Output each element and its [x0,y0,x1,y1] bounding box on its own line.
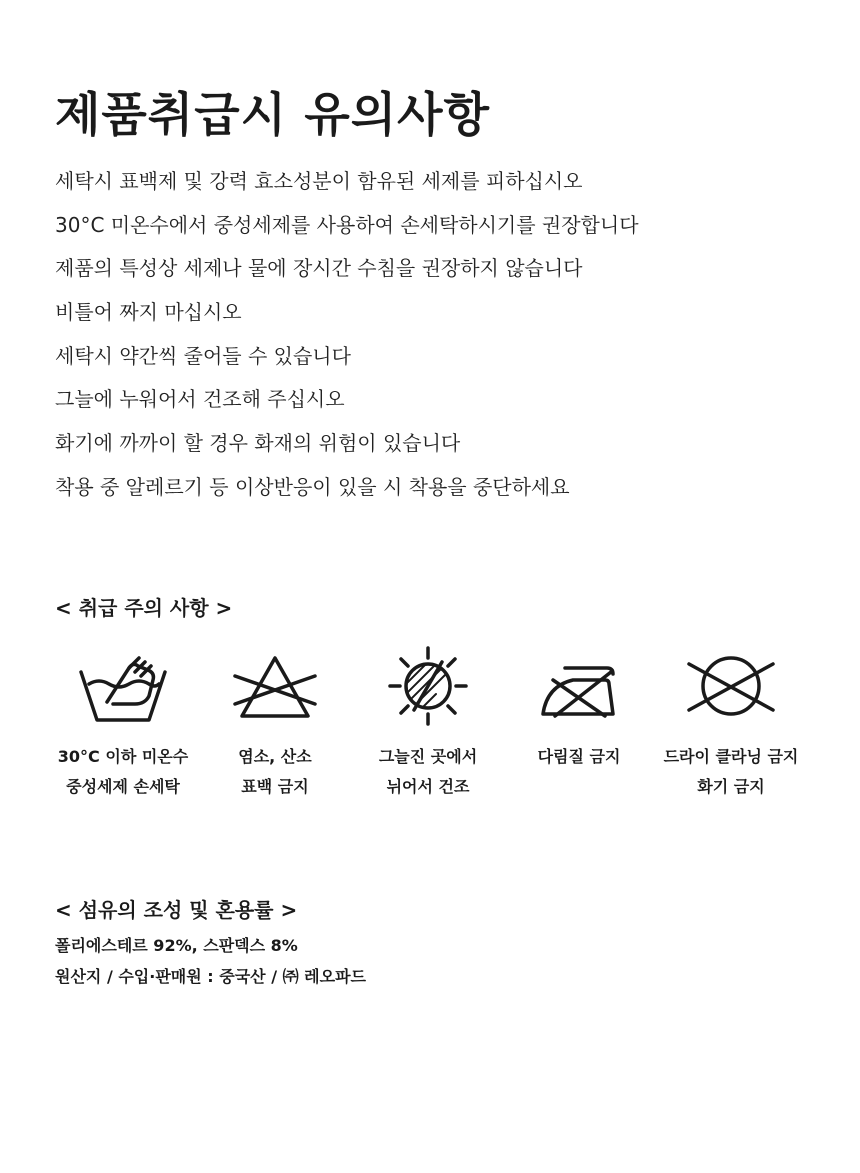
care-label-line2: 뉘어서 건조 [386,777,470,796]
fiber-section-heading: < 섬유의 조성 및 혼용률 > [55,898,298,922]
notice-item: 착용 중 알레르기 등 이상반응이 있을 시 착용을 중단하세요 [55,474,570,499]
care-label [195,742,355,802]
care-label-line1: 염소, 산소 [238,747,312,766]
origin-info: 원산지 / 수입·판매원 : 중국산 / ㈜ 레오파드 [55,967,366,986]
notice-item: 세탁시 약간씩 줄어들 수 있습니다 [55,343,351,368]
care-label-line2: 표백 금지 [241,777,309,796]
notice-item: 30°C 미온수에서 중성세제를 사용하여 손세탁하시기를 권장합니다 [55,212,639,237]
no-bleach-icon [225,646,325,726]
page-title: 제품취급시 유의사항 [55,88,490,143]
care-label-line1: 그늘진 곳에서 [378,747,478,766]
care-section-heading: < 취급 주의 사항 > [55,596,233,620]
notice-item: 제품의 특성상 세제나 물에 장시간 수침을 권장하지 않습니다 [55,256,583,281]
care-item-shade-dry [348,646,508,816]
notice-item: 그늘에 누워어서 건조해 주십시오 [55,387,345,412]
notice-item: 화기에 까까이 할 경우 화재의 위험이 있습니다 [55,431,461,456]
care-label [651,742,811,802]
shade-dry-icon [378,646,478,726]
hand-wash-icon [73,646,173,726]
care-item-no-dry-clean [651,646,811,816]
care-label-line1: 드라이 클라닝 금지 [663,747,799,766]
no-iron-icon [529,646,629,726]
care-symbols [0,646,860,816]
notice-list [55,160,639,510]
care-label-line1: 다림질 금지 [537,747,621,766]
notice-item: 세탁시 표백제 및 강력 효소성분이 함유된 세제를 피하십시오 [55,169,583,193]
no-dry-clean-icon [681,646,781,726]
care-label [348,742,508,802]
care-item-no-bleach [195,646,355,816]
care-label-line1: 30°C 이하 미온수 [57,747,189,766]
care-label [499,742,659,772]
care-label-line2: 중성세제 손세탁 [66,777,180,796]
care-item-no-iron [499,646,659,816]
notice-item: 비틀어 짜지 마십시오 [55,300,242,325]
fiber-composition: 폴리에스테르 92%, 스판덱스 8% [55,936,298,955]
care-label-line2: 화기 금지 [697,777,765,796]
care-label [43,742,203,802]
care-item-hand-wash [43,646,203,816]
